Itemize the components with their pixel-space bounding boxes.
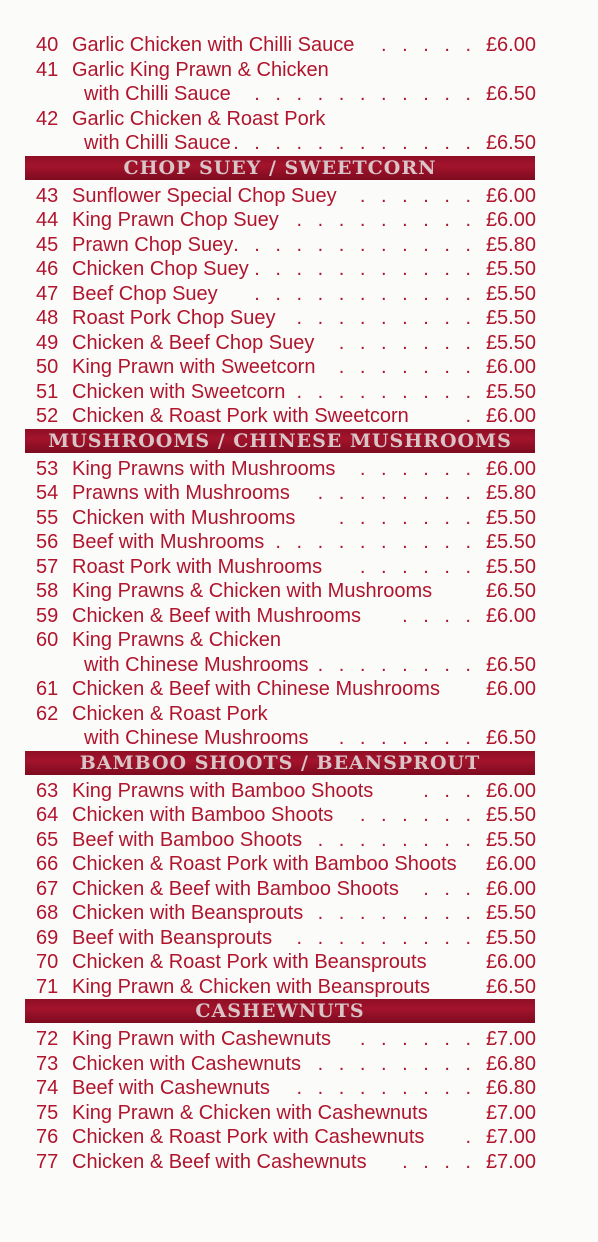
item-price: £5.50 [485, 555, 536, 578]
menu-item [0, 184, 598, 209]
menu-item-list [0, 457, 598, 751]
item-name: Chicken & Roast Pork [72, 702, 268, 725]
item-price: £6.00 [485, 604, 536, 627]
item-name: Chicken & Roast Pork with Beansprouts [72, 951, 427, 973]
dot-leader: . . . . . . . . [317, 828, 476, 851]
menu-item-list [0, 184, 598, 429]
dot-leader: . . . . . . . . . [296, 1077, 476, 1099]
item-price: £7.00 [485, 1028, 536, 1050]
item-price: £7.00 [485, 1150, 536, 1173]
dot-leader: . . . . . . . . . [296, 209, 476, 231]
menu-item [0, 457, 598, 482]
item-number: 77 [36, 1150, 59, 1173]
item-name: King Prawns & Chicken [72, 629, 281, 651]
section-heading: BAMBOO SHOOTS / BEANSPROUT [25, 751, 535, 775]
item-price: £6.50 [485, 132, 536, 154]
item-price: £6.00 [485, 209, 536, 231]
item-name: Beef with Beansprouts [72, 926, 273, 949]
item-number: 45 [36, 233, 59, 256]
item-number: 48 [36, 307, 59, 329]
item-price: £6.80 [485, 1077, 536, 1099]
item-number: 58 [36, 580, 59, 602]
menu-item [0, 257, 598, 282]
item-price: £6.50 [485, 975, 536, 998]
item-number: 42 [36, 107, 59, 130]
menu-item [0, 604, 598, 629]
item-name: Chicken & Roast Pork with Cashewnuts [72, 1126, 425, 1148]
menu-section [0, 156, 598, 429]
item-name: Chicken with Beansprouts [72, 902, 304, 924]
item-name: King Prawn with Cashewnuts [72, 1028, 332, 1050]
item-price: £6.50 [485, 727, 536, 749]
menu-item [0, 1101, 598, 1126]
menu-item [0, 677, 598, 702]
dot-leader: . . . . . . . . [317, 653, 476, 676]
item-name-continued: with Chilli Sauce [84, 83, 231, 105]
item-number: 73 [36, 1052, 59, 1075]
item-price: £6.00 [485, 853, 536, 875]
dot-leader: . . . . . . . . . . . [254, 282, 476, 305]
item-price: £6.00 [485, 184, 536, 207]
item-number: 75 [36, 1101, 59, 1124]
menu-item [0, 901, 598, 926]
menu-item [0, 1027, 598, 1052]
item-name: Garlic Chicken with Chilli Sauce [72, 34, 355, 56]
item-price: £6.00 [485, 951, 536, 973]
item-number: 56 [36, 531, 59, 553]
section-heading: CHOP SUEY / SWEETCORN [25, 156, 535, 180]
item-name: Prawns with Mushrooms [72, 482, 290, 504]
dot-leader: . . . . . . . . . . . [254, 258, 476, 280]
item-number: 46 [36, 258, 59, 280]
menu-item [0, 828, 598, 853]
dot-leader: . . . . . . . . . [296, 380, 476, 403]
menu-item [0, 282, 598, 307]
dot-leader: . . . . . [380, 34, 476, 56]
item-name: Chicken & Roast Pork with Sweetcorn [72, 405, 409, 427]
dot-leader: . [465, 1126, 476, 1148]
item-name: Chicken Chop Suey [72, 258, 249, 280]
item-price: £6.00 [485, 405, 536, 427]
item-price: £5.50 [485, 307, 536, 329]
menu-item [0, 628, 598, 677]
item-name: Garlic King Prawn & Chicken [72, 58, 329, 81]
menu-item [0, 852, 598, 877]
item-name: Prawn Chop Suey [72, 233, 234, 256]
item-name-continued: with Chinese Mushrooms [84, 653, 309, 676]
item-name: King Prawns & Chicken with Mushrooms [72, 580, 433, 602]
menu-item [0, 950, 598, 975]
item-price: £5.50 [485, 926, 536, 949]
item-number: 51 [36, 380, 59, 403]
item-name: Chicken with Cashewnuts [72, 1052, 301, 1075]
item-price: £6.50 [485, 653, 536, 676]
item-name: King Prawns with Mushrooms [72, 457, 336, 480]
item-number: 69 [36, 926, 59, 949]
menu-item [0, 331, 598, 356]
dot-leader: . [465, 405, 476, 427]
dot-leader: . . . . . . . [338, 727, 476, 749]
item-price: £5.50 [485, 331, 536, 354]
item-number: 65 [36, 828, 59, 851]
dot-leader: . . . . . . [359, 804, 476, 826]
item-number: 50 [36, 356, 59, 378]
item-name: Sunflower Special Chop Suey [72, 184, 337, 207]
item-name-continued: with Chinese Mushrooms [84, 727, 309, 749]
item-price: £5.50 [485, 258, 536, 280]
dot-leader: . . . . . . . . . . [275, 531, 476, 553]
item-name: Chicken & Beef with Chinese Mushrooms [72, 678, 440, 700]
item-number: 54 [36, 482, 59, 504]
item-name: King Prawns with Bamboo Shoots [72, 779, 374, 802]
dot-leader: . . . [423, 779, 476, 802]
item-name: Roast Pork with Mushrooms [72, 555, 323, 578]
item-name: Chicken & Beef Chop Suey [72, 331, 315, 354]
item-name: Chicken & Beef with Cashewnuts [72, 1150, 367, 1173]
item-price: £5.50 [485, 828, 536, 851]
menu-item [0, 380, 598, 405]
item-price: £5.50 [485, 804, 536, 826]
section-heading: CASHEWNUTS [25, 999, 535, 1023]
item-number: 70 [36, 951, 59, 973]
item-name: King Prawn & Chicken with Beansprouts [72, 975, 430, 998]
item-price: £7.00 [485, 1126, 536, 1148]
menu-item [0, 530, 598, 555]
section-heading: MUSHROOMS / CHINESE MUSHROOMS [25, 429, 535, 453]
dot-leader: . . . . [402, 1150, 476, 1173]
item-name: Beef with Mushrooms [72, 531, 265, 553]
item-number: 67 [36, 877, 59, 900]
dot-leader: . . . . . . [359, 457, 476, 480]
menu-item [0, 975, 598, 1000]
item-name: Roast Pork Chop Suey [72, 307, 276, 329]
menu-item [0, 233, 598, 258]
menu-section [0, 33, 598, 156]
dot-leader: . . . . . . . [338, 506, 476, 529]
item-number: 72 [36, 1028, 59, 1050]
item-name: King Prawn & Chicken with Cashewnuts [72, 1101, 428, 1124]
item-price: £5.50 [485, 282, 536, 305]
menu-section [0, 751, 598, 1000]
item-name: Beef Chop Suey [72, 282, 218, 305]
menu-item [0, 506, 598, 531]
menu-item [0, 58, 598, 107]
item-price: £5.50 [485, 902, 536, 924]
menu-item-list [0, 33, 598, 156]
menu-item [0, 877, 598, 902]
item-number: 52 [36, 405, 59, 427]
menu-item [0, 355, 598, 380]
item-price: £7.00 [485, 1101, 536, 1124]
menu-item [0, 779, 598, 804]
dot-leader: . . . . . . . . [317, 1052, 476, 1075]
item-number: 74 [36, 1077, 59, 1099]
item-name: Beef with Cashewnuts [72, 1077, 270, 1099]
dot-leader: . . . . . . . . . . . . [233, 132, 476, 154]
item-name-continued: with Chilli Sauce [84, 132, 231, 154]
menu-item [0, 555, 598, 580]
item-number: 43 [36, 184, 59, 207]
menu-item [0, 208, 598, 233]
dot-leader: . . . . . . . . [317, 482, 476, 504]
menu-item [0, 404, 598, 429]
dot-leader: . . . . . . . . . . . . [233, 233, 476, 256]
menu-item [0, 579, 598, 604]
item-price: £6.00 [485, 779, 536, 802]
item-number: 63 [36, 779, 59, 802]
item-number: 64 [36, 804, 59, 826]
item-number: 76 [36, 1126, 59, 1148]
menu-item [0, 1125, 598, 1150]
item-name: Chicken & Beef with Mushrooms [72, 604, 362, 627]
item-number: 61 [36, 678, 59, 700]
dot-leader: . . . . . . [359, 184, 476, 207]
item-name: Garlic Chicken & Roast Pork [72, 107, 326, 130]
item-number: 40 [36, 34, 59, 56]
item-price: £5.80 [485, 482, 536, 504]
item-price: £5.50 [485, 380, 536, 403]
item-name: Chicken with Sweetcorn [72, 380, 286, 403]
menu-item [0, 481, 598, 506]
item-number: 49 [36, 331, 59, 354]
item-price: £6.50 [485, 83, 536, 105]
item-price: £6.50 [485, 580, 536, 602]
menu-item [0, 803, 598, 828]
menu-item [0, 926, 598, 951]
dot-leader: . . . [423, 877, 476, 900]
item-price: £6.00 [485, 877, 536, 900]
item-name: King Prawn with Sweetcorn [72, 356, 316, 378]
item-price: £5.50 [485, 506, 536, 529]
dot-leader: . . . . . . . [338, 331, 476, 354]
item-price: £6.00 [485, 678, 536, 700]
menu-item-list [0, 779, 598, 1000]
dot-leader: . . . . . . . . . [296, 307, 476, 329]
dot-leader: . . . . . . . . [317, 902, 476, 924]
item-number: 71 [36, 975, 59, 998]
item-number: 57 [36, 555, 59, 578]
item-price: £5.80 [485, 233, 536, 256]
item-name: Chicken with Bamboo Shoots [72, 804, 334, 826]
item-name: Chicken & Roast Pork with Bamboo Shoots [72, 853, 457, 875]
item-number: 41 [36, 58, 59, 81]
item-price: £6.00 [485, 457, 536, 480]
menu-section [0, 999, 598, 1174]
menu-section [0, 429, 598, 751]
item-number: 53 [36, 457, 59, 480]
dot-leader: . . . . . . . . . . . [254, 83, 476, 105]
menu-item [0, 306, 598, 331]
item-price: £6.80 [485, 1052, 536, 1075]
dot-leader: . . . . . . [359, 1028, 476, 1050]
item-number: 62 [36, 702, 59, 725]
menu-item [0, 1076, 598, 1101]
item-number: 66 [36, 853, 59, 875]
menu-item [0, 1052, 598, 1077]
menu-item [0, 33, 598, 58]
item-price: £6.00 [485, 34, 536, 56]
menu-item-list [0, 1027, 598, 1174]
item-number: 60 [36, 629, 59, 651]
item-number: 44 [36, 209, 59, 231]
item-name: Chicken with Mushrooms [72, 506, 296, 529]
item-price: £5.50 [485, 531, 536, 553]
item-number: 68 [36, 902, 59, 924]
menu-item [0, 702, 598, 751]
item-number: 55 [36, 506, 59, 529]
item-name: Beef with Bamboo Shoots [72, 828, 303, 851]
dot-leader: . . . . [402, 604, 476, 627]
dot-leader: . . . . . . . [338, 356, 476, 378]
menu-item [0, 107, 598, 156]
menu-item [0, 1150, 598, 1175]
dot-leader: . . . . . . [359, 555, 476, 578]
item-number: 47 [36, 282, 59, 305]
dot-leader: . . . . . . . . . [296, 926, 476, 949]
item-number: 59 [36, 604, 59, 627]
item-price: £6.00 [485, 356, 536, 378]
item-name: Chicken & Beef with Bamboo Shoots [72, 877, 399, 900]
item-name: King Prawn Chop Suey [72, 209, 279, 231]
